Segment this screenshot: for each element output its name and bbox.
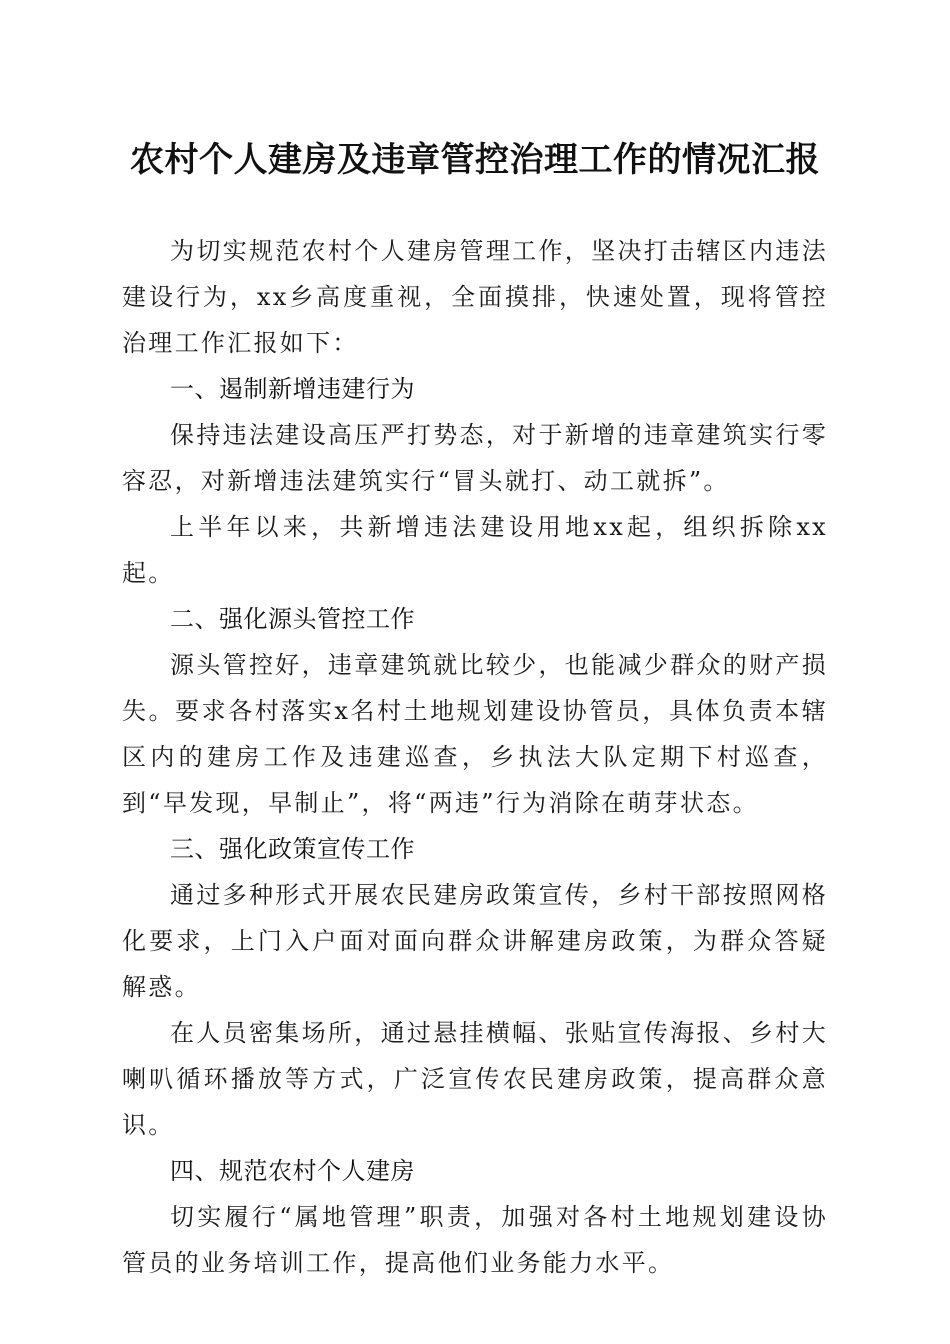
intro-paragraph: 为切实规范农村个人建房管理工作，坚决打击辖区内违法建设行为，xx乡高度重视，全面摸排，快速处置，现将管控治理工作汇报如下：: [122, 237, 828, 357]
section-4-paragraph-1: 切实履行“属地管理”职责，加强对各村土地规划建设协管员的业务培训工作，提高他们业务能力水平。: [122, 1203, 828, 1277]
section-2-paragraph-1: 源头管控好，违章建筑就比较少，也能减少群众的财产损失。要求各村落实x名村土地规划建设协管员，具体负责本辖区内的建房工作及违建巡查，乡执法大队定期下村巡查，到“早发现，早制止”，将“两违”行为消除在萌芽状态。: [122, 651, 828, 817]
section-3-paragraph-1: 通过多种形式开展农民建房政策宣传，乡村干部按照网格化要求，上门入户面对面向群众讲解建房政策，为群众答疑解惑。: [122, 881, 828, 1001]
section-3-paragraph-2: 在人员密集场所，通过悬挂横幅、张贴宣传海报、乡村大喇叭循环播放等方式，广泛宣传农民建房政策，提高群众意识。: [122, 1019, 828, 1139]
section-heading-1: 一、遏制新增违建行为: [170, 375, 415, 403]
document-body: [122, 228, 828, 1286]
section-1-paragraph-2: 上半年以来，共新增违法建设用地xx起，组织拆除xx起。: [122, 513, 828, 587]
document-title: 农村个人建房及违章管控治理工作的情况汇报: [130, 140, 820, 180]
section-heading-2: 二、强化源头管控工作: [170, 605, 415, 633]
section-heading-4: 四、规范农村个人建房: [170, 1157, 415, 1185]
section-heading-3: 三、强化政策宣传工作: [170, 835, 415, 863]
section-1-paragraph-1: 保持违法建设高压严打势态，对于新增的违章建筑实行零容忍，对新增违法建筑实行“冒头就打、动工就拆”。: [122, 421, 828, 495]
